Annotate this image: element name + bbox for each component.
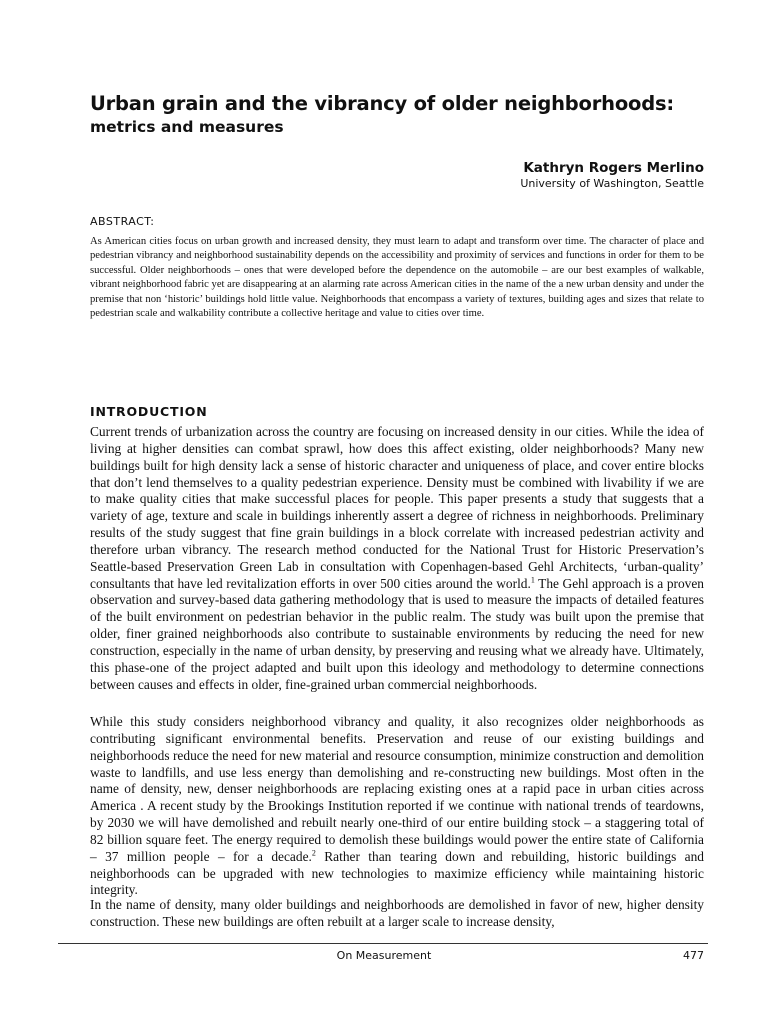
footnote-marker-1[interactable]: 1 xyxy=(530,575,535,585)
body-paragraph-2 xyxy=(90,714,704,899)
paper-title: Urban grain and the vibrancy of older neighborhoods: xyxy=(90,92,674,115)
body-paragraph-1 xyxy=(90,424,704,694)
paragraph-1-text-b: The Gehl approach is a proven observation and survey-based data gathering methodology that is used to measure the impacts of detailed features of the built environment on pedestrian behavior in the public realm. The study was built upon the premise that older, finer grained neighborhoods also contribute to sustainable environments by reducing the need for new construction, especially in the name of urban density, by preserving and reusing what we already have. Ultimately, this phase-one of the project adapted and built upon this ideology and methodology to determine connections between causes and effects in older, fine-grained urban commercial neighborhoods. xyxy=(90,575,704,692)
section-heading-introduction: INTRODUCTION xyxy=(90,404,208,419)
abstract-label: ABSTRACT: xyxy=(90,215,155,228)
footnote-marker-2[interactable]: 2 xyxy=(311,848,316,858)
footer-divider xyxy=(58,943,708,944)
paper-subtitle: metrics and measures xyxy=(90,118,284,136)
paragraph-1-text-a: Current trends of urbanization across the country are focusing on increased density in our cities. While the idea of living at higher densities can combat sprawl, how does this affect existing, older neighborhoods? Many new buildings built for high density lack a sense of historic character and uniqueness of place, and cover entire blocks that don’t lend themselves to a quality pedestrian experience. Density must be combined with livability if we are to make quality cities that make successful places for people. This paper presents a study that suggests that a variety of age, texture and scale in buildings inherently assert a degree of richness in neighborhoods. Preliminary results of the study suggest that fine grain buildings in a block correlate with increased pedestrian activity and therefore urban vibrancy. The research method conducted for the National Trust for Historic Preservation’s Seattle-based Preservation Green Lab in consultation with Copenhagen-based Gehl Architects, ‘urban-quality’ consultants that have led revitalization efforts in over 500 cities around the world. xyxy=(90,424,704,591)
footer-section-title: On Measurement xyxy=(336,949,432,962)
paragraph-2-text-a: While this study considers neighborhood vibrancy and quality, it also recognizes older neighborhoods as contributing significant environmental benefits. Preservation and reuse of our existing buildings and neighborhoods reduce the need for new material and resource consumption, minimize construction and demolition waste to landfills, and use less energy than demolishing and re-constructing new buildings. Most often in the name of density, new, denser neighborhoods are replacing existing ones at a rapid pace in urban cities across America . A recent study by the Brookings Institution reported if we continue with national trends of teardowns, by 2030 we will have demolished and rebuilt nearly one-third of our entire building stock – a staggering total of 82 billion square feet. The energy required to demolish these buildings would power the entire state of California – 37 million people – for a decade. xyxy=(90,714,704,864)
body-paragraph-3: In the name of density, many older buildings and neighborhoods are demolished in favor of new, higher density construction. These new buildings are often rebuilt at a larger scale to increase density, xyxy=(90,897,704,929)
page-number: 477 xyxy=(683,949,704,962)
author-affiliation: University of Washington, Seattle xyxy=(520,177,704,190)
paragraph-2-text-b: Rather than tearing down and rebuilding, historic buildings and neighborhoods can be upgraded with new technologies to maximize efficiency while maintaining historic integrity. xyxy=(90,848,704,898)
abstract-text: As American cities focus on urban growth and increased density, they must learn to adapt and transform over time. The character of place and pedestrian vibrancy and neighborhood sustainability depends on the accessibility and proximity of services and functions in order for them to be successful. Older neighborhoods – ones that were developed before the dependence on the automobile – are our best examples of walkable, vibrant neighborhood fabric yet are disappearing at an alarming rate across American cities in the name of the a new urban density and under the premise that non ‘historic’ buildings hold little value. Neighborhoods that encompass a variety of textures, building ages and sizes that relate to pedestrian scale and walkability contribute a collective heritage and value to cities over time. xyxy=(90,236,704,320)
author-name: Kathryn Rogers Merlino xyxy=(523,160,704,176)
